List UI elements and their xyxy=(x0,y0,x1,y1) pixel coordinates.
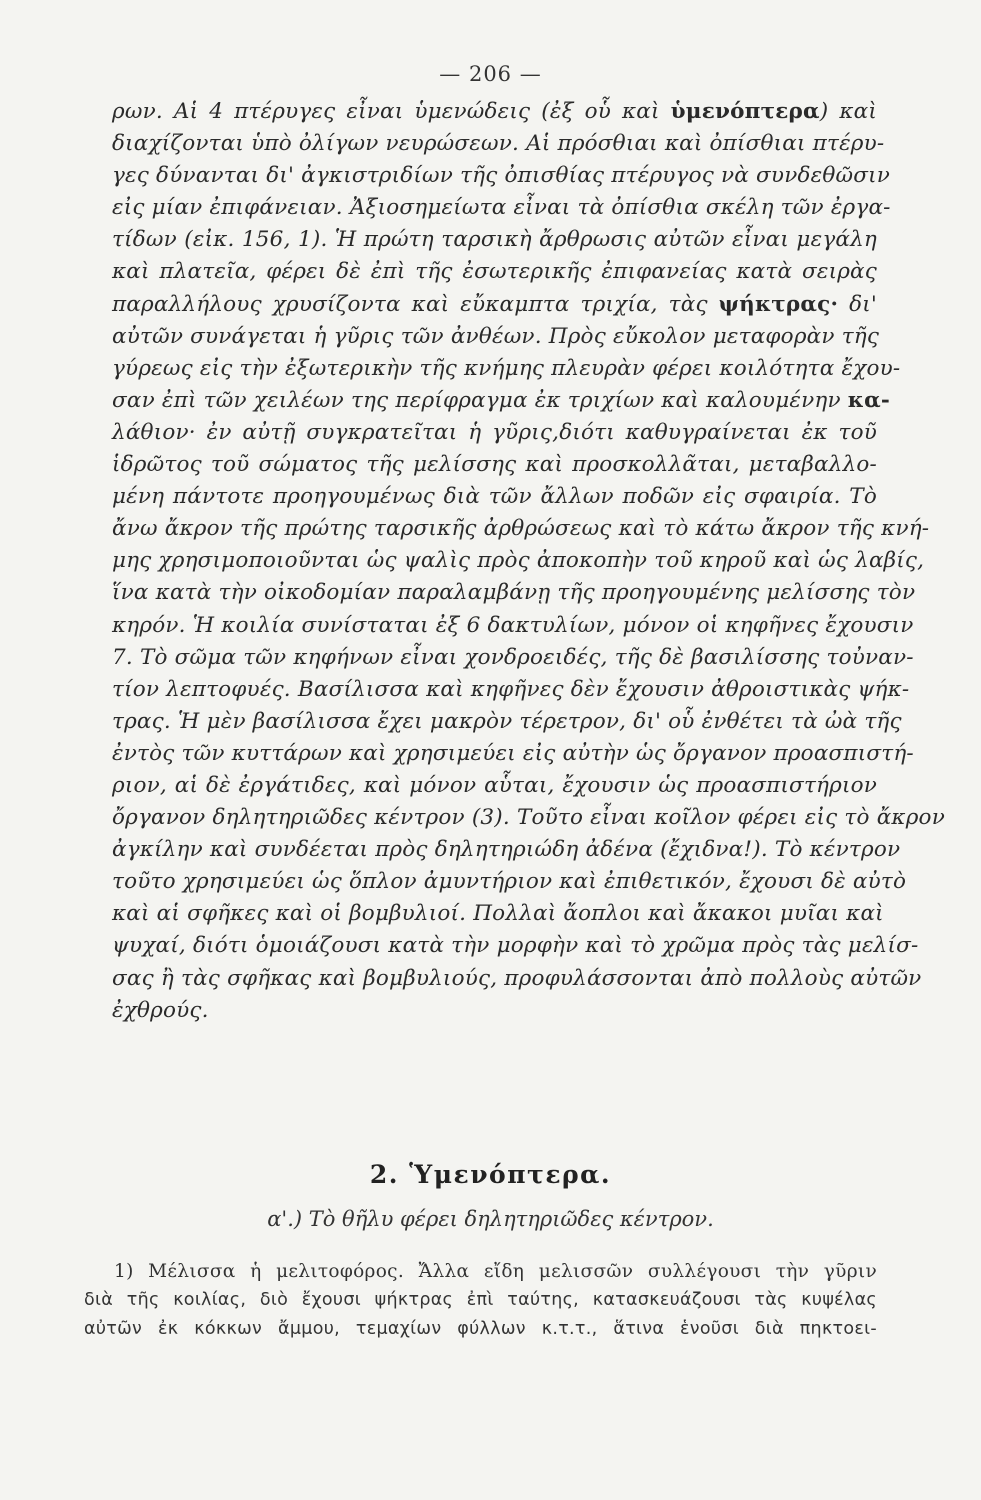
text-line: τίδων (εἰκ. 156, 1). Ἡ πρώτη ταρσικὴ ἄρθρωσις αὐτῶν εἶναι μεγάλη xyxy=(112,227,877,253)
text-line: σας ἢ τὰς σφῆκας καὶ βομβυλιούς, προφυλάσσονται ἀπὸ πολλοὺς αὐτῶν xyxy=(112,965,922,991)
text-line: τίον λεπτοφυές. Βασίλισσα καὶ κηφῆνες δὲν ἔχουσιν ἀθροιστικὰς ψήκ- xyxy=(112,676,910,702)
text-line: ριον, αἱ δὲ ἐργάτιδες, καὶ μόνον αὗται, ἔχουσιν ὡς προασπιστήριον xyxy=(112,772,877,798)
text-line: ψυχαί, διότι ὁμοιάζουσι κατὰ τὴν μορφὴν καὶ τὸ χρῶμα πρὸς τὰς μελίσ- xyxy=(112,933,919,959)
text-line: παραλλήλους χρυσίζοντα καὶ εὔκαμπτα τριχία, τὰς ψήκτρας· δι' xyxy=(112,291,877,317)
section-heading: 2. Ὑμενόπτερα. xyxy=(369,1160,612,1189)
page-number: — 206 — xyxy=(439,62,542,86)
small-print-paragraph xyxy=(84,1257,877,1344)
text-line: γες δύνανται δι' ἀγκιστριδίων τῆς ὀπισθίας πτέρυγος νὰ συνδεθῶσιν xyxy=(112,163,890,189)
subsection-heading: α'.) Τὸ θῆλυ φέρει δηλητηριῶδες κέντρον. xyxy=(267,1207,714,1231)
text-line: μένη πάντοτε προηγουμένως διὰ τῶν ἄλλων ποδῶν εἰς σφαιρία. Τὸ xyxy=(112,484,877,510)
main-paragraph xyxy=(112,96,945,1027)
text-line: διαχίζονται ὑπὸ ὀλίγων νευρώσεων. Αἱ πρόσθιαι καὶ ὀπίσθιαι πτέρυ- xyxy=(112,131,885,157)
text-line: γύρεως εἰς τὴν ἐξωτερικὴν τῆς κνήμης πλευρὰν φέρει κοιλότητα ἔχου- xyxy=(112,355,901,381)
text-line: ἄνω ἄκρον τῆς πρώτης ταρσικῆς ἀρθρώσεως καὶ τὸ κάτω ἄκρον τῆς κνή- xyxy=(112,516,930,542)
text-line: ἱδρῶτος τοῦ σώματος τῆς μελίσσης καὶ προσκολλᾶται, μεταβαλλο- xyxy=(112,452,877,478)
text-line: ὄργανον δηλητηριῶδες κέντρον (3). Τοῦτο εἶναι κοῖλον φέρει εἰς τὸ ἄκρον xyxy=(112,805,945,831)
text-line: αὐτῶν ἐκ κόκκων ἄμμου, τεμαχίων φύλλων κ.τ.τ., ἅτινα ἑνοῦσι διὰ πηκτοει- xyxy=(84,1319,877,1339)
bold-term: ψήκτρας· xyxy=(718,291,839,317)
text-line: εἰς μίαν ἐπιφάνειαν. Ἀξιοσημείωτα εἶναι τὰ ὀπίσθια σκέλη τῶν ἐργα- xyxy=(112,195,891,221)
text-line: καὶ πλατεῖα, φέρει δὲ ἐπὶ τῆς ἐσωτερικῆς ἐπιφανείας κατὰ σειρὰς xyxy=(112,259,877,285)
text-line: μης χρησιμοποιοῦνται ὡς ψαλὶς πρὸς ἀποκοπὴν τοῦ κηροῦ καὶ ὡς λαβίς, xyxy=(112,548,925,574)
text-line: ρων. Αἱ 4 πτέρυγες εἶναι ὑμενώδεις (ἐξ οὗ καὶ ὑμενόπτερα) καὶ xyxy=(112,99,877,124)
text-line: ἀγκίλην καὶ συνδέεται πρὸς δηλητηριώδη ἀδένα (ἔχιδνα!). Τὸ κέντρον xyxy=(112,837,901,863)
text-line: ἐχθρούς. xyxy=(112,997,209,1023)
text-line: καὶ αἱ σφῆκες καὶ οἱ βομβυλιοί. Πολλαὶ ἄοπλοι καὶ ἄκακοι μυῖαι καὶ xyxy=(112,901,884,927)
text-line: τρας. Ἡ μὲν βασίλισσα ἔχει μακρὸν τέρετρον, δι' οὗ ἐνθέτει τὰ ὠὰ τῆς xyxy=(112,708,902,734)
text-line: αὐτῶν συνάγεται ἡ γῦρις τῶν ἀνθέων. Πρὸς εὔκολον μεταφορὰν τῆς xyxy=(112,323,880,349)
text-line: λάθιον· ἐν αὐτῇ συγκρατεῖται ἡ γῦρις,διότι καθυγραίνεται ἐκ τοῦ xyxy=(112,419,877,445)
text-line: 1) Μέλισσα ἡ μελιτοφόρος. Ἄλλα εἴδη μελισσῶν συλλέγουσι τὴν γῦριν xyxy=(114,1261,877,1282)
text-line: σαν ἐπὶ τῶν χειλέων της περίφραγμα ἐκ τριχίων καὶ καλουμένην κα- xyxy=(112,387,890,413)
text-line: κηρόν. Ἡ κοιλία συνίσταται ἐξ 6 δακτυλίων, μόνον οἱ κηφῆνες ἔχουσιν xyxy=(112,612,914,638)
text-line: ἵνα κατὰ τὴν οἰκοδομίαν παραλαμβάνῃ τῆς προηγουμένης μελίσσης τὸν xyxy=(112,580,916,606)
bold-term: ὑμενόπτερα xyxy=(670,99,820,124)
text-line: τοῦτο χρησιμεύει ὡς ὅπλον ἀμυντήριον καὶ ἐπιθετικόν, ἔχουσι δὲ αὐτὸ xyxy=(112,869,907,895)
text-line: ἐντὸς τῶν κυττάρων καὶ χρησιμεύει εἰς αὐτὴν ὡς ὄργανον προασπιστή- xyxy=(112,740,914,766)
text-line: 7. Τὸ σῶμα τῶν κηφήνων εἶναι χονδροειδές, τῆς δὲ βασιλίσσης τοὐναν- xyxy=(112,644,914,670)
bold-term: κα- xyxy=(847,387,890,413)
text-line: διὰ τῆς κοιλίας, διὸ ἔχουσι ψήκτρας ἐπὶ ταύτης, κατασκευάζουσι τὰς κυψέλας xyxy=(84,1290,877,1310)
